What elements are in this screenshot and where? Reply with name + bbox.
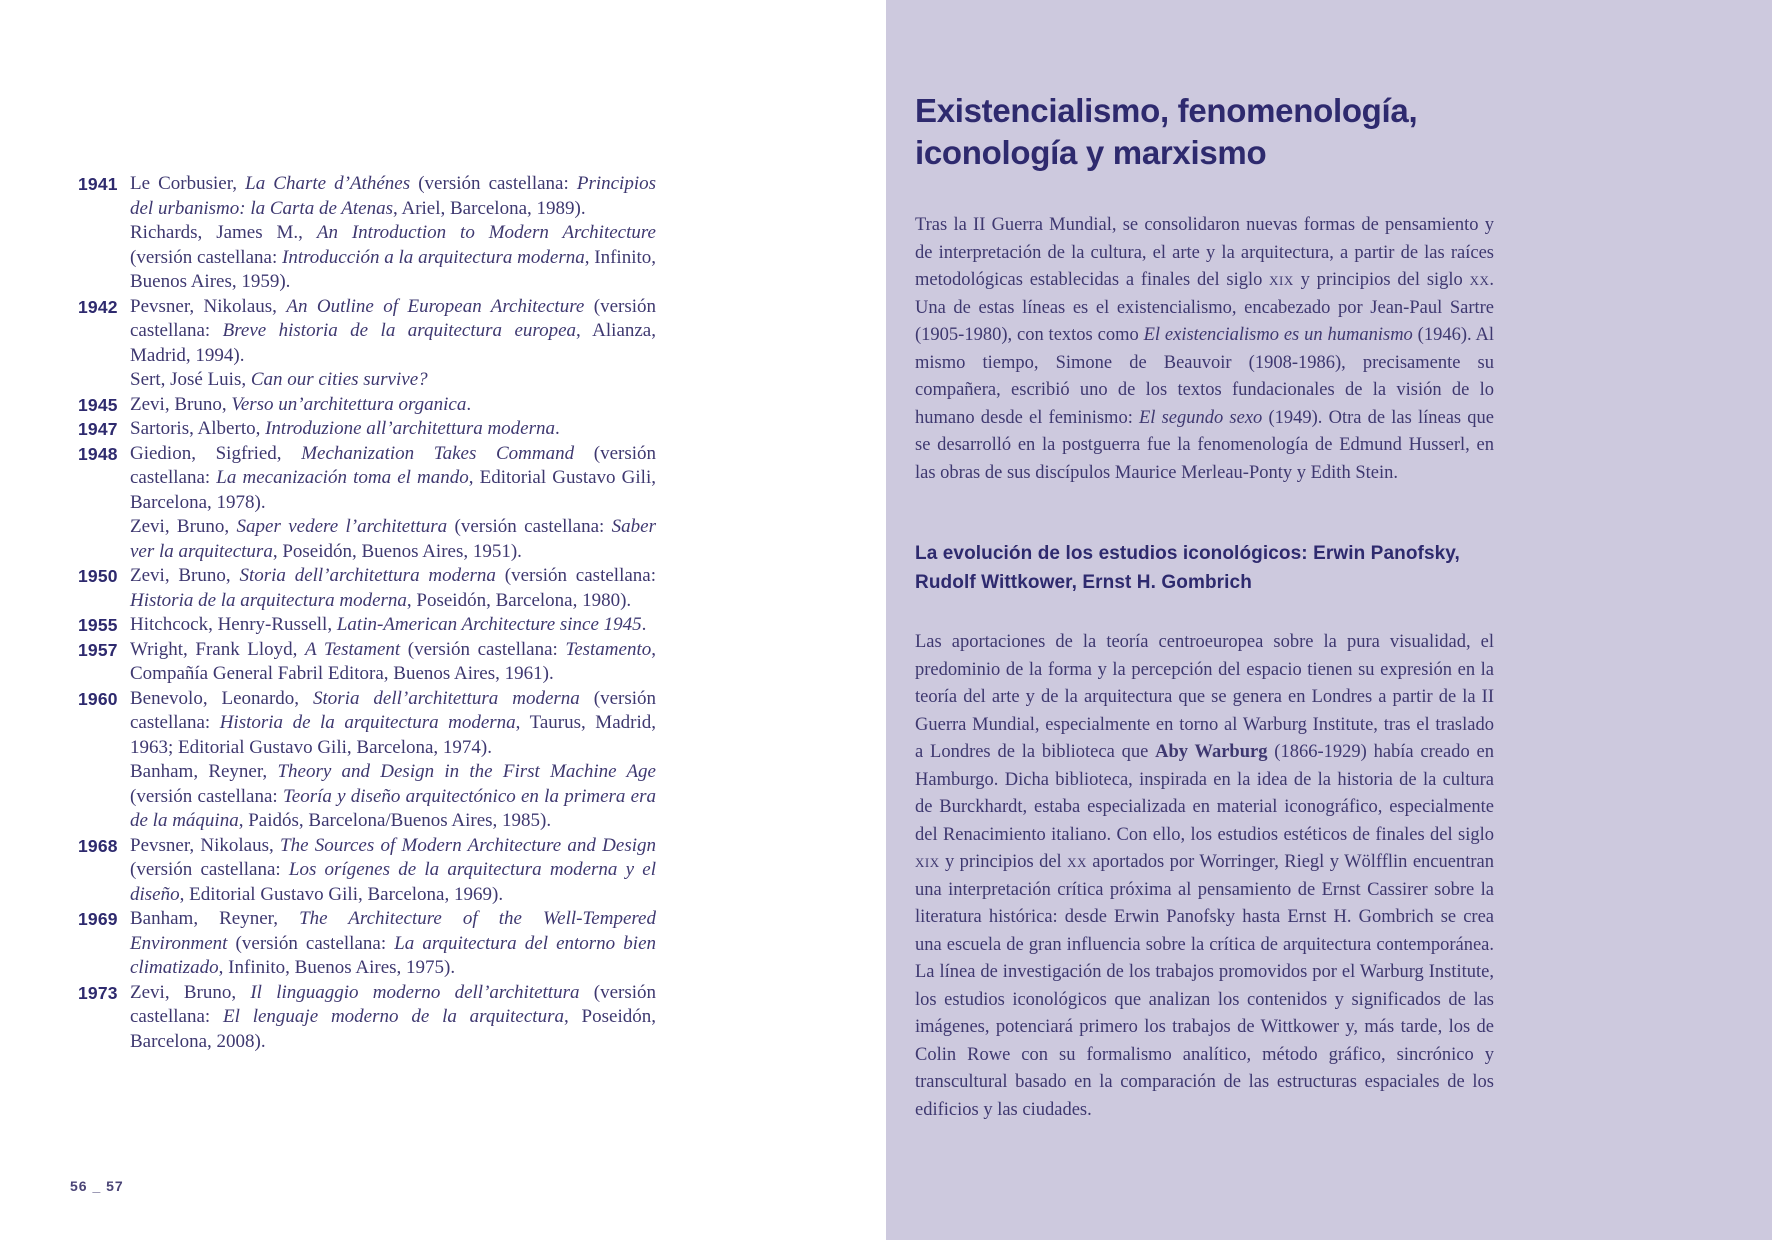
text-run: (versión castellana: [130,687,657,733]
text-run: La arquitectura del entorno bien climatizado [130,932,656,978]
text-run: y principios del siglo [1293,270,1470,290]
text-run: , Paidós, Barcelona/Buenos Aires, 1985). [238,810,552,831]
text-run: , Editorial Gustavo Gili, Barcelona, 1978). [130,467,656,513]
bibliography-row [78,834,656,908]
bibliography-entry [130,760,656,834]
text-run: An Outline of European Architecture [286,295,585,317]
text-run: Storia dell’architettura moderna [313,687,580,709]
bibliography-year: 1945 [78,394,118,415]
bibliography-entries [130,564,656,613]
bibliography-entry [130,613,656,638]
text-run: (versión castellana: [227,932,395,954]
bibliography-entry [130,687,656,761]
text-run: , Alianza, Madrid, 1994). [130,320,656,366]
text-run: , Poseidón, Barcelona, 1980). [406,589,632,611]
text-run: Theory and Design in the First Machine Age [277,761,656,782]
text-run: , Taurus, Madrid, 1963; Editorial Gustavo Gili, Barcelona, 1974). [130,712,656,758]
bibliography-entry [130,907,656,981]
text-run: , Ariel, Barcelona, 1989). [393,197,586,219]
bibliography-row [78,442,656,565]
text-run: . [641,614,647,635]
bibliography-entries [130,442,656,565]
text-run: Introducción a la arquitectura moderna [282,246,585,268]
text-run: Storia dell’architettura moderna [239,565,496,586]
text-run: (versión castellana: [447,516,612,537]
text-run: Saper vedere l’architettura [236,516,448,537]
bibliography-year: 1960 [78,688,118,709]
bibliography-entries [130,638,656,687]
bibliography-entries [130,687,656,834]
page-number: 56 _ 57 [70,1178,124,1194]
bibliography-entries [130,393,656,418]
bibliography-entry [130,417,656,442]
bibliography-entry [130,368,656,393]
text-run: Teoría y diseño arquitectónico en la primera era de la máquina [130,785,656,831]
bibliography-year: 1950 [78,566,118,586]
bibliography-year: 1942 [78,296,118,317]
text-run: xix [915,852,940,872]
text-run: . Una de estas líneas es el existencialismo, encabezado por Jean-Paul Sartre (1905-1980), con textos como [915,270,1495,345]
bibliography-year: 1955 [78,615,118,635]
bibliography-row [78,981,656,1055]
text-run: Hitchcock, Henry-Russell, [130,614,337,635]
text-run: , Compañía General Fabril Editora, Buenos Aires, 1961). [130,638,656,684]
text-run: (versión castellana: [495,565,656,586]
text-run: Historia de la arquitectura moderna [219,712,516,733]
bibliography-year: 1968 [78,835,118,856]
bibliography-entry [130,638,656,687]
text-run: Banham, Reyner, [130,908,300,929]
bibliography-entry [130,442,656,516]
text-run: El existencialismo es un humanismo [1143,325,1413,345]
text-run: (1946). Al mismo tiempo, Simone de Beauvoir (1908-1986), precisamente su compañera, escribió uno de los textos fundacionales de la visión de lo humano desde el feminismo: [915,325,1494,428]
text-run: Benevolo, Leonardo, [130,687,314,709]
bibliography-entries [130,295,656,393]
bibliography-entry [130,393,656,418]
text-run: . [555,418,560,439]
text-run: Pevsner, Nikolaus, [130,295,287,317]
text-run: y principios del [939,852,1068,872]
bibliography-entry [130,221,656,295]
text-run: Breve historia de la arquitectura europea [222,320,577,341]
bibliography-year: 1973 [78,982,118,1003]
bibliography-row [78,393,656,418]
text-run: (versión castellana: [130,295,657,341]
bibliography-entry [130,981,656,1055]
text-run: (versión castellana: [130,785,283,807]
bibliography-row [78,564,656,613]
text-run: El segundo sexo [1139,407,1263,428]
bibliography-row [78,687,656,834]
bibliography-entries [130,981,656,1055]
bibliography-entry [130,834,656,908]
text-run: Zevi, Bruno, [130,516,237,537]
text-run: A Testament [305,638,401,660]
bibliography-entry [130,295,656,369]
text-run: Zevi, Bruno, [130,393,232,415]
text-run: (versión castellana: [130,442,657,488]
text-run: Mechanization Takes Command [301,442,575,464]
bibliography-row [78,907,656,981]
text-run: . [466,393,472,415]
text-run: xix [1269,270,1294,290]
bibliography-row [78,638,656,687]
bibliography-entries [130,172,656,295]
bibliography-list [78,172,656,1054]
text-run: Principios del urbanismo: la Carta de Atenas [130,173,657,219]
bibliography-year: 1957 [78,639,118,660]
text-run: Giedion, Sigfried, [130,442,302,464]
text-run: Las aportaciones de la teoría centroeuropea sobre la pura visualidad, el predominio de la forma y la percepción del espacio tienen su expresión en la teoría del arte y de la arquitectura que se genera en Londres a partir de la II Guerra Mundial, especialmente en torno al Warburg Institute, tras el traslado a Londres de la biblioteca que [915,632,1494,762]
text-run: Introduzione all’architettura moderna [265,418,556,439]
bibliography-year: 1947 [78,419,118,439]
section-subheading: La evolución de los estudios iconológicos: Erwin Panofsky, Rudolf Wittkower, Ernst H. Gombrich [915,543,1460,593]
text-run: Sert, José Luis, [130,369,251,390]
text-run: , Poseidón, Barcelona, 2008). [130,1006,656,1052]
text-run: Zevi, Bruno, [130,981,251,1003]
text-run: La mecanización toma el mando [216,467,469,488]
text-run: , Editorial Gustavo Gili, Barcelona, 1969). [179,883,504,905]
text-run: The Sources of Modern Architecture and Design [280,834,657,856]
text-run: Can our cities survive? [250,369,428,390]
bibliography-entries [130,907,656,981]
text-run: (versión castellana: [400,638,566,660]
bibliography-entry [130,172,656,221]
text-run: aportados por Worringer, Riegl y Wölfflin encuentran una interpretación crítica próxima al pensamiento de Ernst Cassirer sobre la literatura histórica: desde Erwin Panofsky hasta Ernst H. Gombrich se crea una escuela de gran influencia sobre la crítica de arquitectura contemporánea. La línea de investigación de los trabajos promovidos por el Warburg Institute, los estudios iconológicos que analizan los contenidos y significados de las imágenes, potenciará primero los trabajos de Wittkower y, más tarde, los de Colin Rowe con su formalismo analítico, método gráfico, sincrónico y transcultural basado en la comparación de las estructuras espaciales de los edificios y las ciudades. [915,852,1494,1120]
text-run: xx [1067,852,1087,872]
text-run: The Architecture of the Well-Tempered Environment [130,908,656,954]
bibliography-row [78,417,656,442]
text-run: , Poseidón, Buenos Aires, 1951). [272,540,522,562]
bibliography-year: 1941 [78,174,118,194]
text-run: Aby Warburg [1155,742,1268,762]
bibliography-row [78,295,656,393]
text-run: Latin-American Architecture since 1945 [336,614,642,635]
text-run: xx [1469,270,1490,290]
text-run: Sartoris, Alberto, [130,418,266,439]
text-run: (versión castellana: [410,173,577,194]
text-run: , Infinito, Buenos Aires, 1959). [130,246,656,292]
text-run: (1949). Otra de las líneas que se desarrolló en la postguerra fue la fenomenología de Edmund Husserl, en las obras de sus discípulos Maurice Merleau-Ponty y Edith Stein. [915,407,1494,483]
text-run: Verso un’architettura organica [231,393,467,415]
bibliography-row [78,613,656,638]
bibliography-row [78,172,656,295]
text-run: (versión castellana: [130,246,283,268]
text-run: Historia de la arquitectura moderna [130,589,407,611]
text-run: Banham, Reyner, [130,761,278,782]
text-run: (1866-1929) había creado en Hamburgo. Dicha biblioteca, inspirada en la idea de la historia de la cultura de Burckhardt, estaba especializada en material iconográfico, especialmente del Renacimiento italiano. Con ello, los estudios estéticos de finales del siglo [915,742,1494,845]
bibliography-entries [130,613,656,638]
text-run: Saber ver la arquitectura [130,516,656,562]
right-page [886,0,1772,1240]
bibliography-year: 1948 [78,443,118,464]
iconology-paragraph [915,629,1494,1124]
text-run: Zevi, Bruno, [130,565,240,586]
text-run: , Infinito, Buenos Aires, 1975). [218,957,456,978]
bibliography-year: 1969 [78,909,118,929]
text-run: Il linguaggio moderno dell’architettura [250,981,580,1003]
text-run: An Introduction to Modern Architecture [316,222,656,243]
text-run: Testamento [565,638,652,660]
bibliography-entries [130,417,656,442]
text-run: Los orígenes de la arquitectura moderna y el diseño [130,859,656,905]
bibliography-entry [130,564,656,613]
text-run: (versión castellana: [130,981,656,1027]
chapter-title: Existencialismo, fenomenología, iconología y marxismo [915,92,1418,171]
text-run: La Charte d’Athénes [245,173,411,194]
text-run: Wright, Frank Lloyd, [130,638,305,660]
text-run: Tras la II Guerra Mundial, se consolidaron nuevas formas de pensamiento y de interpretación de la cultura, el arte y la arquitectura, a partir de las raíces metodológicas establecidas a finales del siglo [915,215,1494,290]
text-run: Le Corbusier, [130,173,246,194]
text-run: (versión castellana: [130,859,289,880]
bibliography-entry [130,515,656,564]
intro-paragraph [915,212,1494,487]
text-run: Richards, James M., [130,222,317,243]
bibliography-entries [130,834,656,908]
text-run: El lenguaje moderno de la arquitectura [223,1006,564,1027]
text-run: Pevsner, Nikolaus, [130,834,281,856]
